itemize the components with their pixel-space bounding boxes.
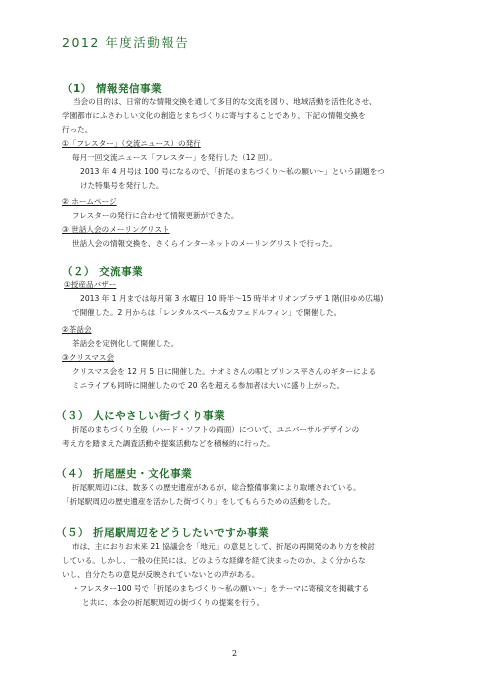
- body-text: 「折尾駅周辺の歴史遺産を活かした街づくり」をしてもらうための活動をした。: [62, 497, 336, 506]
- body-text: 学園都市にふさわしい文化の創造とまちづくりに寄与することであり、下記の情報交換を: [62, 111, 366, 120]
- body-text: と共に、本会の折尾駅周辺の街づくりの提案を行う。: [82, 598, 265, 607]
- section-heading-station-area: （５） 折尾駅周辺をどうしたいですか事業: [56, 527, 270, 539]
- body-text: クリスマス会を 12 月 5 日に開催した。ナオミさんの唄とプリンス平さんのギターによる: [72, 367, 377, 376]
- body-text: 市は、主におりお未来 21 協議会を「地元」の意見として、折尾の再開発のあり方を検討: [72, 542, 375, 551]
- section-heading-information: （1） 情報発信事業: [62, 83, 162, 95]
- body-text: 折尾駅周辺には、数多くの歴史遺産があるが、総合整備事業により取壊されている。: [72, 483, 361, 492]
- item-title: ③クリスマス会: [62, 353, 115, 362]
- body-text: けた特集号を発行した。: [80, 181, 164, 190]
- body-text: 茶話会を定例化して開催した。: [72, 339, 179, 348]
- body-text: で開催した。2 月からは「レンタルスペース&カフェドルフィン」で開催した。: [72, 308, 342, 317]
- body-text: 2013 年 1 月までは毎月第 3 水曜日 10 時半～15 時半オリオンプラザ 1 階(旧ゆめ広場): [80, 294, 384, 303]
- item-title: ② ホームページ: [62, 197, 117, 206]
- item-title: ①「フレスター」（交流ニュース）の発行: [62, 139, 201, 148]
- page-number: 2: [232, 649, 238, 658]
- body-text: いし、自分たちの意見が反映されていないとの声がある。: [62, 570, 260, 579]
- body-text: 考え方を踏まえた調査活動や提案活動などを積極的に行った。: [62, 439, 275, 448]
- body-text: 世話人会の情報交換を、さくらインターネットのメーリングリストで行った。: [72, 239, 337, 248]
- body-text: フレスターの発行に合わせて情報更新ができた。: [72, 211, 239, 220]
- body-text: 当会の目的は、日常的な情報交換を通して多目的な交流を図り、地域活動を活性化させ、: [73, 97, 377, 106]
- body-text: 折尾のまちづくり全般（ハード・ソフトの両面）について、ユニバーサルデザインの: [72, 425, 360, 434]
- item-title: ③ 世話人会のメーリングリスト: [62, 225, 170, 234]
- section-heading-exchange: （２） 交流事業: [62, 266, 144, 278]
- body-text: ・フレスター100 号で「折尾のまちづくり～私の願い～」をテーマに寄稿文を掲載する: [72, 584, 370, 593]
- item-title: ②茶話会: [62, 325, 92, 334]
- item-title: ①授産品バザー: [64, 280, 117, 289]
- body-text: 行った。: [62, 125, 93, 134]
- section-heading-universal-design: （３） 人にやさしい街づくり事業: [56, 410, 226, 422]
- body-text: 毎月一回交流ニュース「フレスター」を発行した（12 回）。: [72, 153, 277, 162]
- body-text: 2013 年 4 月号は 100 号になるので、「折尾のまちづくり～私の願い～」という副題をつ: [80, 167, 385, 176]
- body-text: している。しかし、一般の住民には、どのような経緯を経て決まったのか、よく分からな: [62, 556, 366, 565]
- section-heading-history-culture: （４） 折尾歴史・文化事業: [56, 468, 193, 480]
- body-text: ミニライブも同時に開催したので 20 名を超える参加者は大いに盛り上がった。: [72, 381, 345, 390]
- page-title: 2012 年度活動報告: [62, 35, 190, 50]
